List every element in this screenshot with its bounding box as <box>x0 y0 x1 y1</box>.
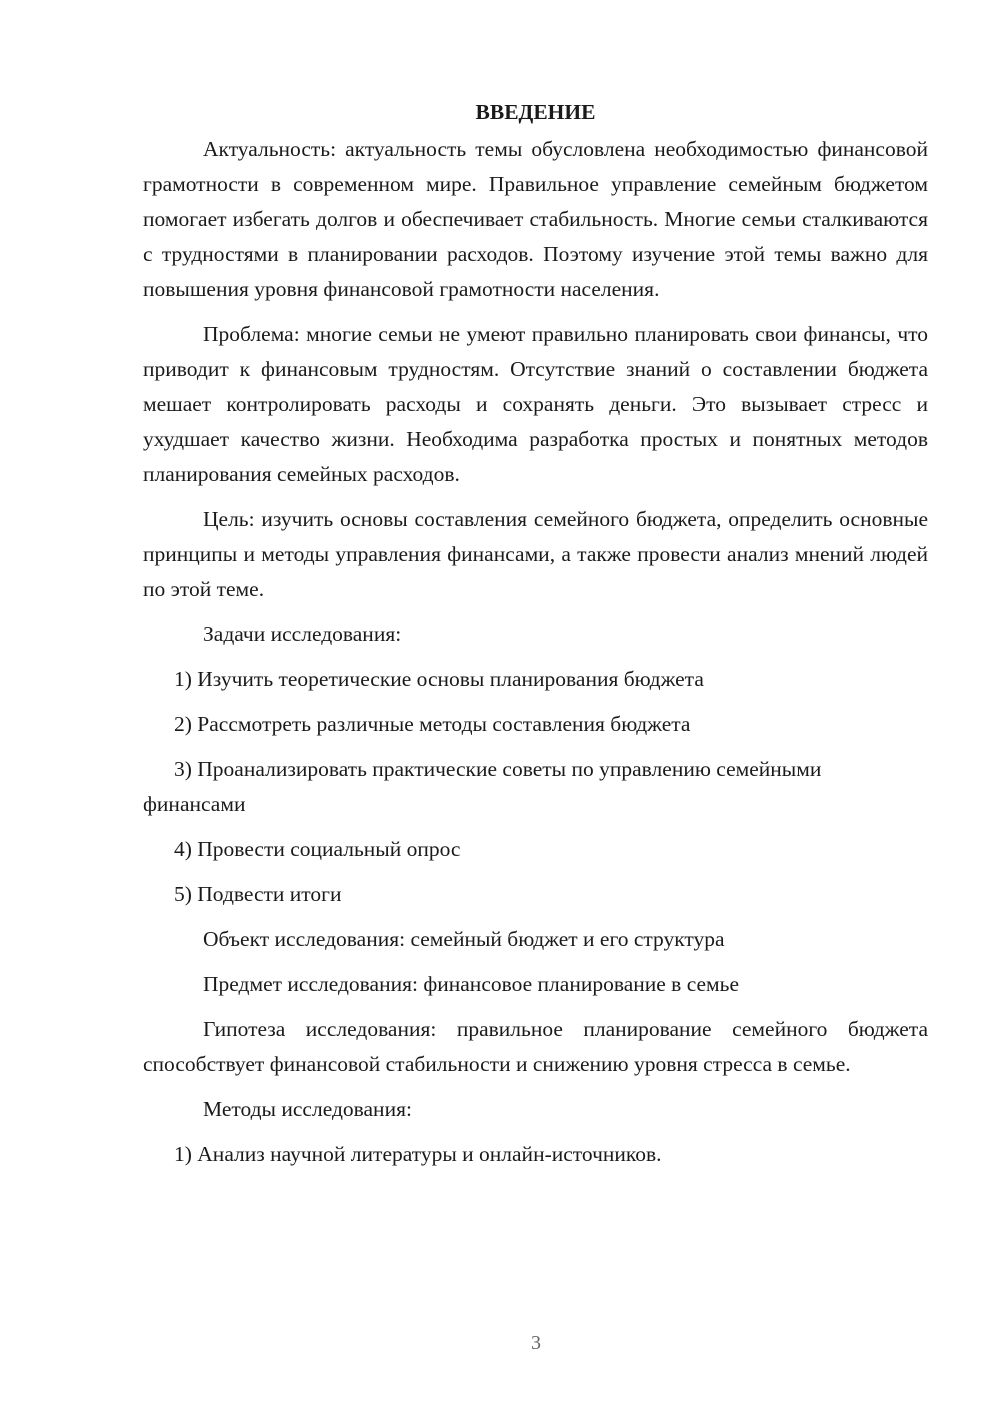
page-number: 3 <box>531 1332 541 1354</box>
subject-line: Предмет исследования: финансовое планирование в семье <box>203 972 739 996</box>
task-item: 2) Рассмотреть различные методы составления бюджета <box>174 712 691 736</box>
task-item: 5) Подвести итоги <box>174 882 342 906</box>
task-item: 4) Провести социальный опрос <box>174 837 461 861</box>
object-line: Объект исследования: семейный бюджет и его структура <box>203 927 725 951</box>
task-item: 1) Изучить теоретические основы планирования бюджета <box>174 667 704 691</box>
problem-paragraph: Проблема: многие семьи не умеют правильно планировать свои финансы, что приводит к финансовым трудностям. Отсутствие знаний о составлении бюджета мешает контролировать расходы и сохранять деньги. Это вызывает стресс и ухудшает качество жизни. Необходима разработка простых и понятных методов планирования семейных расходов. <box>143 322 928 486</box>
section-title: ВВЕДЕНИЕ <box>475 100 596 124</box>
relevance-paragraph: Актуальность: актуальность темы обусловлена необходимостью финансовой грамотности в современном мире. Правильное управление семейным бюджетом помогает избегать долгов и обеспечивает стабильность. Многие семьи сталкиваются с трудностями в планировании расходов. Поэтому изучение этой темы важно для повышения уровня финансовой грамотности населения. <box>143 137 928 301</box>
task-item: 3) Проанализировать практические советы по управлению семейными финансами <box>143 757 822 816</box>
method-item: 1) Анализ научной литературы и онлайн-источников. <box>174 1142 662 1166</box>
page-body <box>143 90 928 1182</box>
methods-heading: Методы исследования: <box>203 1097 412 1121</box>
hypothesis-paragraph: Гипотеза исследования: правильное планирование семейного бюджета способствует финансовой стабильности и снижению уровня стресса в семье. <box>143 1017 928 1076</box>
tasks-heading: Задачи исследования: <box>203 622 402 646</box>
goal-paragraph: Цель: изучить основы составления семейного бюджета, определить основные принципы и методы управления финансами, а также провести анализ мнений людей по этой теме. <box>143 507 928 601</box>
